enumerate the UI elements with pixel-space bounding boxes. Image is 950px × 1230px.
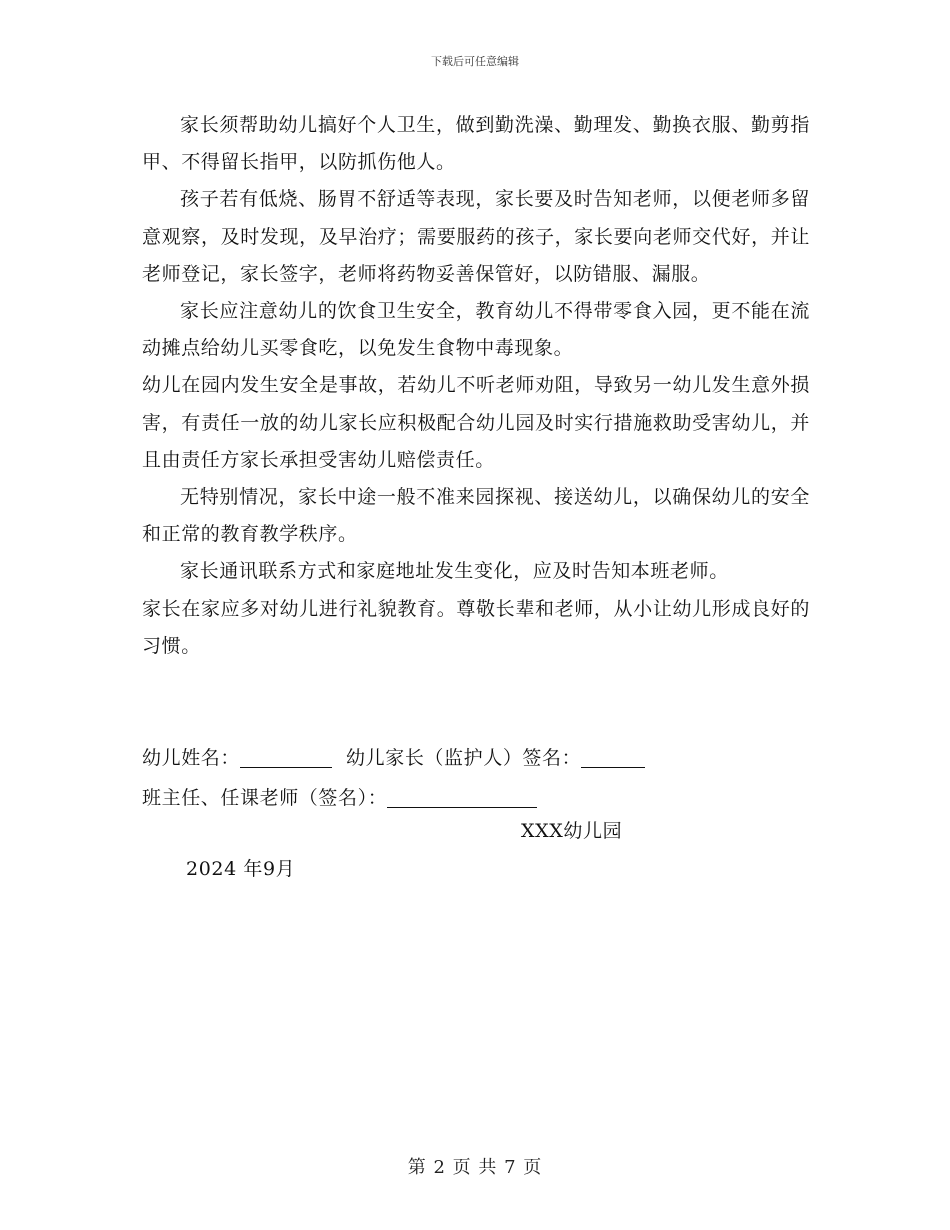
header-note: 下载后可任意编辑 <box>431 55 519 68</box>
child-name-label: 幼儿姓名： <box>142 747 241 769</box>
signature-line-2 <box>142 778 810 818</box>
signature-line-1 <box>142 738 810 778</box>
paragraph-manners: 家长在家应多对幼儿进行礼貌教育。尊敬长辈和老师，从小让幼儿形成良好的习惯。 <box>142 597 810 657</box>
paragraph-contact-change: 家长通讯联系方式和家庭地址发生变化，应及时告知本班老师。 <box>180 560 729 583</box>
teacher-sign-blank <box>387 785 537 808</box>
paragraph-accident: 幼儿在园内发生安全是事故，若幼儿不听老师劝阻，导致另一幼儿发生意外损害，有责任一放的幼儿家长应积极配合幼儿园及时实行措施救助受害幼儿，并且由责任方家长承担受害幼儿赔偿责任。 <box>142 374 810 471</box>
body-text <box>142 107 810 665</box>
paragraph-food-safety: 家长应注意幼儿的饮食卫生安全，教育幼儿不得带零食入园，更不能在流动摊点给幼儿买零食吃，以免发生食物中毒现象。 <box>142 300 810 360</box>
document-date: 2024 年9月 <box>186 858 296 880</box>
teacher-sign-label: 班主任、任课老师（签名）： <box>142 787 388 809</box>
paragraph-illness: 孩子若有低烧、肠胃不舒适等表现，家长要及时告知老师，以便老师多留意观察，及时发现，及早治疗；需要服药的孩子，家长要向老师交代好，并让老师登记，家长签字，老师将药物妥善保管好，以防错服、漏服。 <box>142 188 810 285</box>
school-name: XXX幼儿园 <box>521 820 623 842</box>
paragraph-visiting: 无特别情况，家长中途一般不准来园探视、接送幼儿，以确保幼儿的安全和正常的教育教学秩序。 <box>142 486 810 546</box>
parent-sign-blank <box>581 745 645 768</box>
page-number: 第 2 页 共 7 页 <box>407 1157 543 1178</box>
signature-section <box>142 738 810 818</box>
paragraph-hygiene: 家长须帮助幼儿搞好个人卫生，做到勤洗澡、勤理发、勤换衣服、勤剪指甲、不得留长指甲，以防抓伤他人。 <box>142 114 810 174</box>
child-name-blank <box>240 745 332 768</box>
parent-sign-label: 幼儿家长（监护人）签名： <box>346 747 582 769</box>
